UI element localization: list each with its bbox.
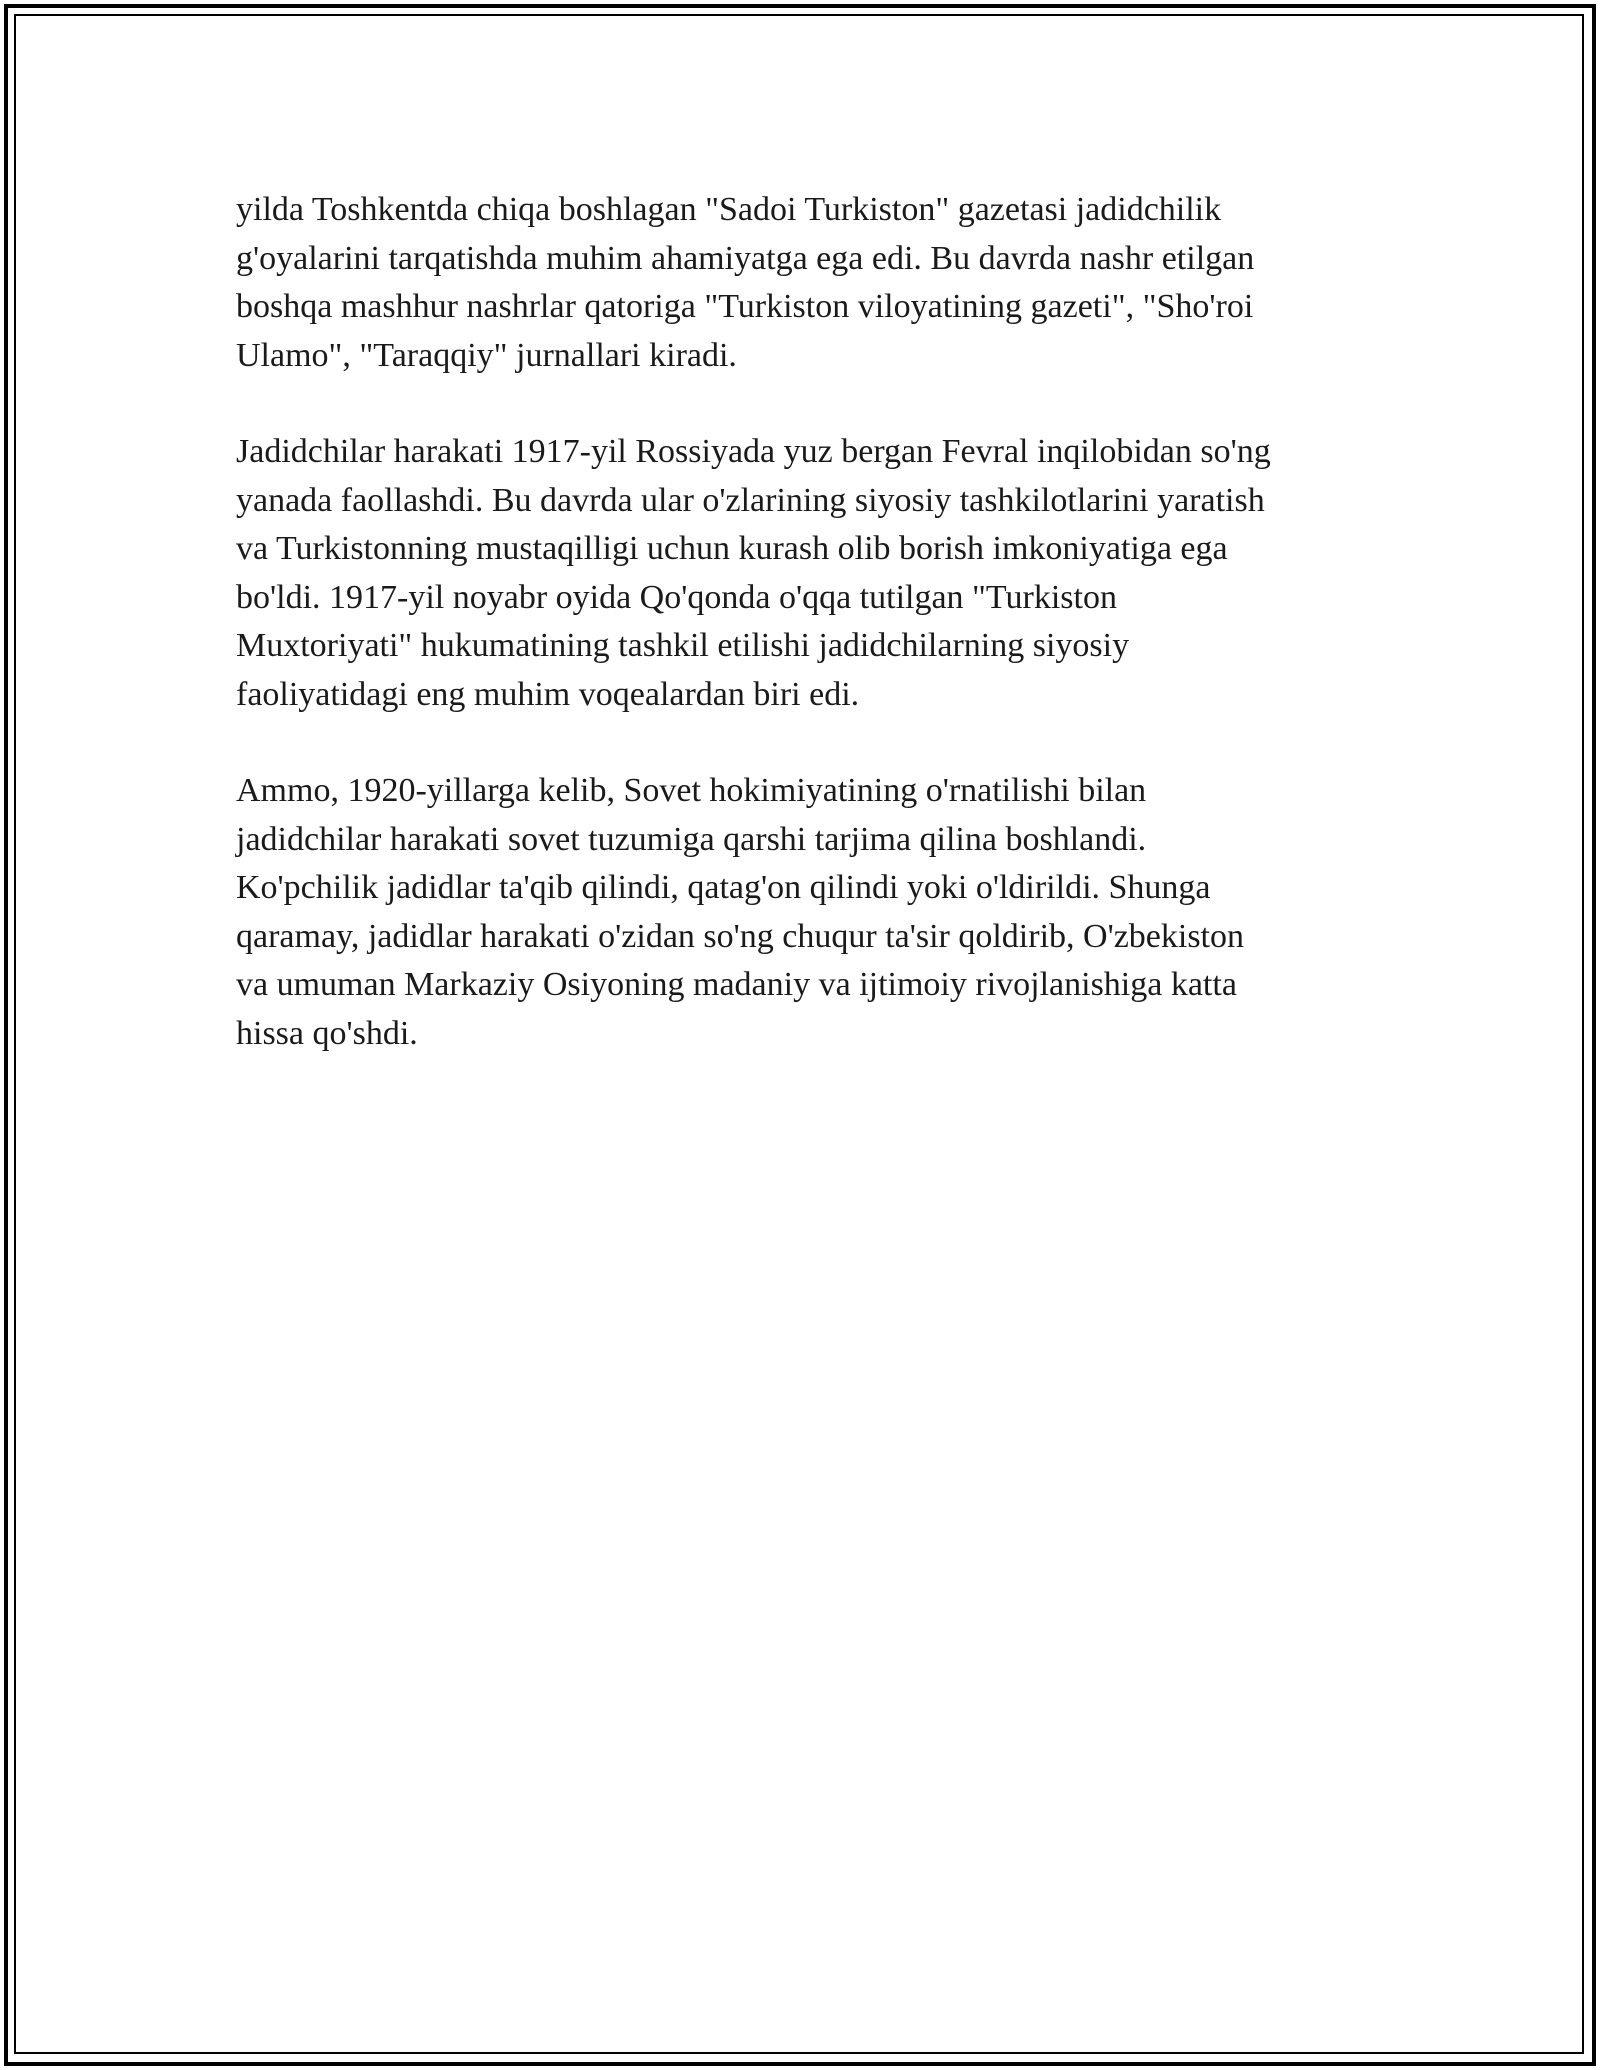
text-line: Ulamo", "Taraqqiy" jurnallari kiradi. — [236, 336, 737, 374]
text-line: jadidchilar harakati sovet tuzumiga qarshi tarjima qilina boshlandi. — [236, 820, 1147, 858]
text-line: Jadidchilar harakati 1917-yil Rossiyada yuz bergan Fevral inqilobidan so'ng — [236, 433, 1271, 470]
paragraph-3 — [236, 767, 1366, 1058]
paragraph-1 — [236, 186, 1366, 380]
document-body — [236, 186, 1366, 1106]
text-line: va umuman Markaziy Osiyoning madaniy va ijtimoiy rivojlanishiga katta — [236, 966, 1237, 1003]
text-line: Ko'pchilik jadidlar ta'qib qilindi, qatag'on qilindi yoki o'ldirildi. Shunga — [236, 869, 1211, 906]
text-line: hissa qo'shdi. — [236, 1014, 418, 1052]
text-line: g'oyalarini tarqatishda muhim ahamiyatga ega edi. Bu davrda nashr etilgan — [236, 239, 1255, 277]
text-line: Ammo, 1920-yillarga kelib, Sovet hokimiyatining o'rnatilishi bilan — [236, 772, 1147, 809]
text-line: yilda Toshkentda chiqa boshlagan "Sadoi Turkiston" gazetasi jadidchilik — [236, 191, 1222, 228]
text-line: va Turkistonning mustaqilligi uchun kurash olib borish imkoniyatiga ega — [236, 530, 1228, 567]
text-line: yanada faollashdi. Bu davrda ular o'zlarining siyosiy tashkilotlarini yaratish — [236, 481, 1265, 519]
paragraph-2 — [236, 428, 1366, 719]
text-line: Muxtoriyati" hukumatining tashkil etilishi jadidchilarning siyosiy — [236, 627, 1130, 664]
text-line: boshqa mashhur nashrlar qatoriga "Turkiston viloyatining gazeti", "Sho'roi — [236, 288, 1254, 325]
text-line: qaramay, jadidlar harakati o'zidan so'ng chuqur ta'sir qoldirib, O'zbekiston — [236, 917, 1244, 955]
text-line: faoliyatidagi eng muhim voqealardan biri edi. — [236, 675, 860, 713]
text-line: bo'ldi. 1917-yil noyabr oyida Qo'qonda o'qqa tutilgan "Turkiston — [236, 578, 1117, 616]
